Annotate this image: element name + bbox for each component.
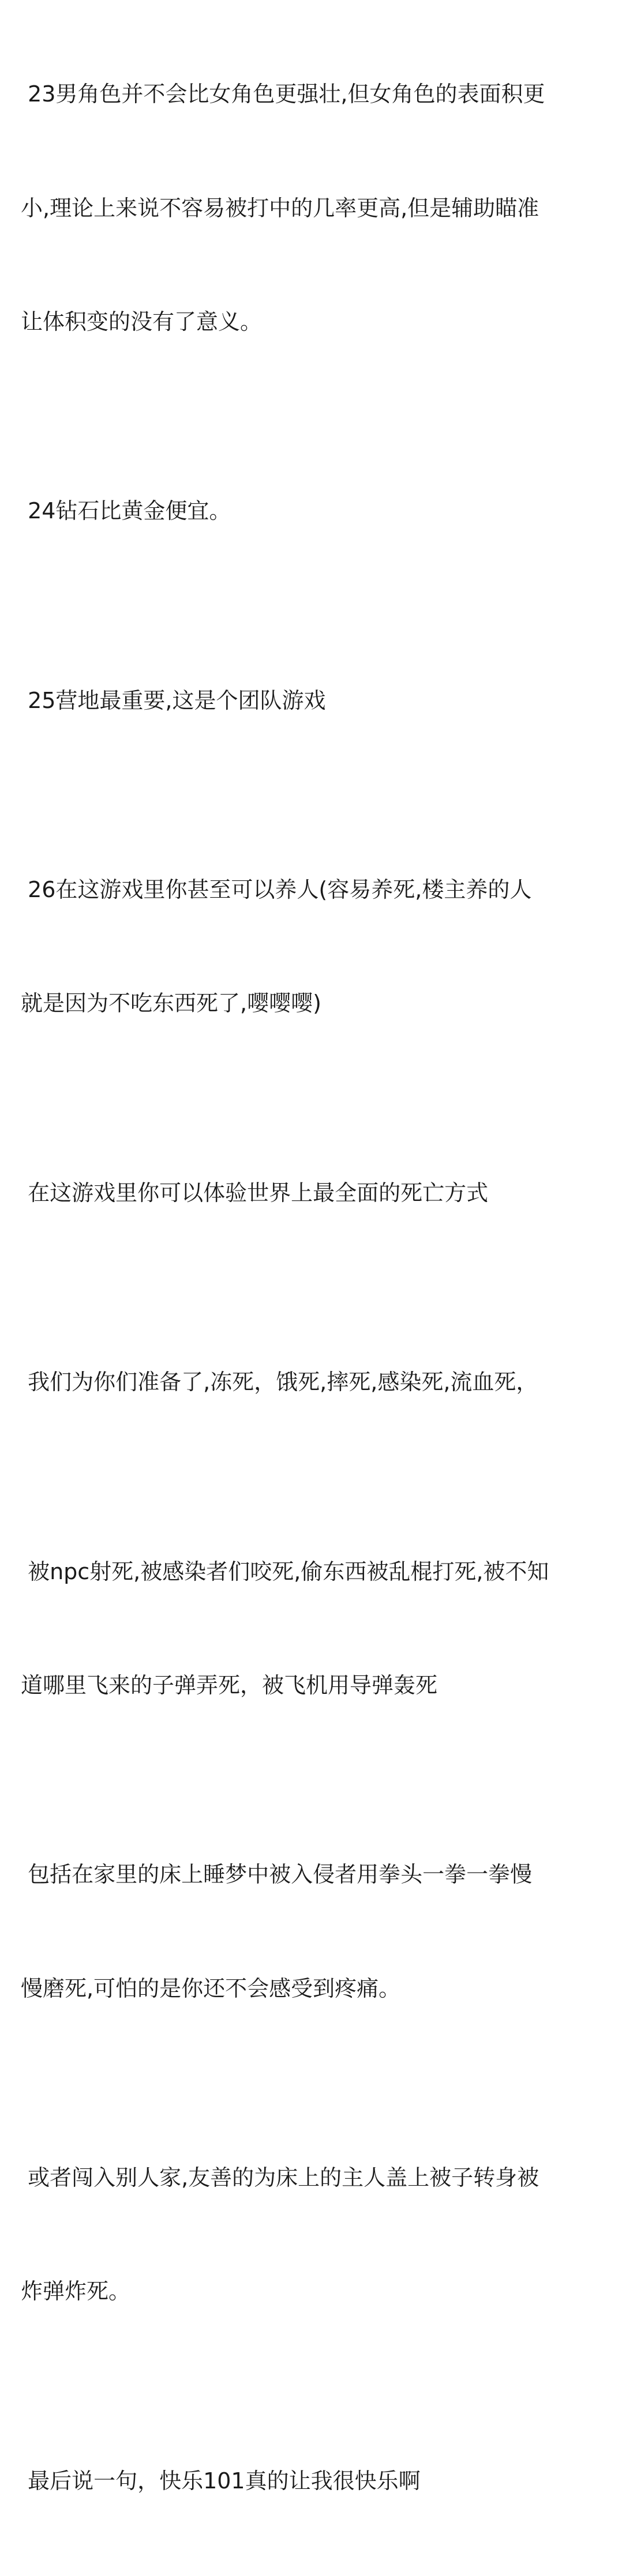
text-line: 25营地最重要,这是个团队游戏 — [21, 687, 326, 713]
text-line: 被npc射死,被感染者们咬死,偷东西被乱棍打死,被不知 — [21, 1558, 549, 1584]
paragraph-death-list-1 — [21, 1288, 604, 1478]
paragraph-closing — [21, 2386, 604, 2576]
paragraph-death-intro — [21, 1098, 604, 1288]
paragraph-death-list-3 — [21, 1780, 604, 2084]
paragraph-death-list-4 — [21, 2084, 604, 2387]
text-line: 23男角色并不会比女角色更强壮,但女角色的表面积更 — [21, 81, 545, 107]
text-line: 24钻石比黄金便宜。 — [21, 498, 231, 524]
text-line: 26在这游戏里你甚至可以养人(容易养死,楼主养的人 — [21, 877, 532, 903]
post-body — [21, 0, 604, 2576]
text-line: 在这游戏里你可以体验世界上最全面的死亡方式 — [21, 1180, 489, 1206]
text-line: 道哪里飞来的子弹弄死，被飞机用导弹轰死 — [21, 1672, 438, 1698]
paragraph-tip-25 — [21, 606, 604, 796]
text-line: 就是因为不吃东西死了,嘤嘤嘤) — [21, 991, 321, 1016]
text-line: 让体积变的没有了意义。 — [21, 308, 263, 334]
paragraph-tip-23 — [21, 0, 604, 417]
text-line: 慢磨死,可怕的是你还不会感受到疼痛。 — [21, 1975, 401, 2001]
text-line: 炸弹炸死。 — [21, 2279, 131, 2304]
text-line: 最后说一句，快乐101真的让我很快乐啊 — [21, 2468, 421, 2494]
paragraph-tip-24 — [21, 417, 604, 607]
text-line: 包括在家里的床上睡梦中被入侵者用拳头一拳一拳慢 — [21, 1862, 533, 1888]
paragraph-death-list-2 — [21, 1477, 604, 1780]
paragraph-tip-26 — [21, 796, 604, 1099]
text-line: 或者闯入别人家,友善的为床上的主人盖上被子转身被 — [21, 2165, 539, 2191]
text-line: 小,理论上来说不容易被打中的几率更高,但是辅助瞄准 — [21, 195, 539, 221]
text-line: 我们为你们准备了,冻死，饿死,摔死,感染死,流血死， — [21, 1369, 538, 1395]
